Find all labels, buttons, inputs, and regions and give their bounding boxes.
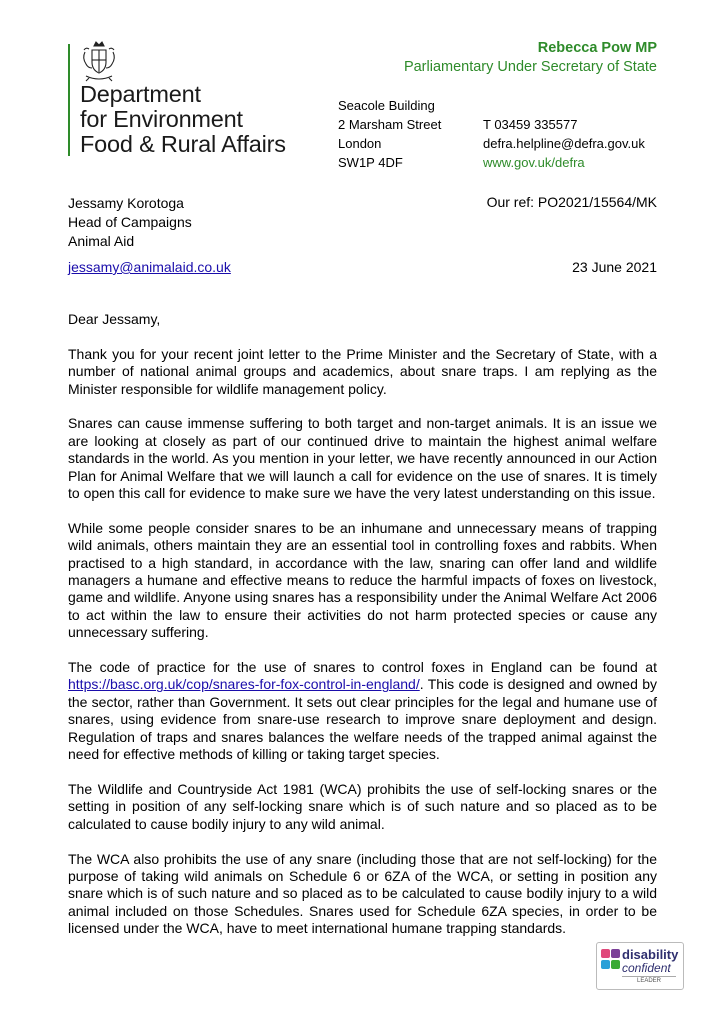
paragraph-3: While some people consider snares to be an inhumane and unnecessary means of trapping wild animals, others maintain they are an essential tool in controlling foxes and rabbits. When practised to a high standard, in accordance with the law, snaring can offer land and wildlife managers a humane and effective means to reduce the harmful impacts of foxes on livestock, game and wildlife. Anyone using snares has a responsibility under the Animal Welfare Act 2006 to act within the law to ensure their activities do not harm protected species or cause any unnecessary suffering. [68, 519, 657, 641]
badge-text-confident: confident [622, 961, 671, 975]
contact-details [483, 115, 645, 172]
paragraph-5: The Wildlife and Countryside Act 1981 (WCA) prohibits the use of self-locking snares or the setting in position of any self-locking snare which is of such nature and so placed as to be calculated to cause bodily injury to any wild animal. [68, 780, 657, 832]
salutation: Dear Jessamy, [68, 311, 161, 327]
recipient-organisation: Animal Aid [68, 233, 135, 249]
contact-website[interactable]: www.gov.uk/defra [483, 155, 585, 170]
badge-square-icon [601, 960, 610, 969]
reference-number: Our ref: PO2021/15564/MK [486, 194, 657, 210]
address-line: Seacole Building [338, 98, 435, 113]
badge-square-icon [601, 949, 610, 958]
office-address [338, 96, 441, 172]
letter-body [68, 311, 657, 955]
department-line-2: for Environment [80, 106, 243, 132]
code-of-practice-link[interactable]: https://basc.org.uk/cop/snares-for-fox-control-in-england/ [68, 676, 420, 693]
address-line: 2 Marsham Street [338, 117, 442, 132]
paragraph-4 [68, 659, 657, 763]
paragraph-2: Snares can cause immense suffering to both target and non-target animals. It is an issue we are looking at closely as part of our continued drive to maintain the highest animal welfare standards in the world. As you mention in your letter, we have recently announced in our Action Plan for Animal Welfare that we will launch a call for evidence on the use of snares. It is timely to open this call for evidence to make sure we have the very latest understanding on this issue. [68, 415, 657, 502]
department-name [80, 82, 286, 157]
minister-name: Rebecca Pow MP [537, 40, 657, 56]
recipient-email-link[interactable]: jessamy@animalaid.co.uk [68, 259, 231, 275]
recipient-title: Head of Campaigns [68, 214, 192, 230]
paragraph-6: The WCA also prohibits the use of any snare (including those that are not self-locking) for the purpose of taking wild animals on Schedule 6 or 6ZA of the WCA, or setting in position any snare which is of such nature and so placed as to be calculated to cause bodily injury to a wild animal included on those Schedules. Snares used for Schedule 6ZA species, in order to be licensed under the WCA, have to meet international humane trapping standards. [68, 850, 657, 937]
paragraph-1: Thank you for your recent joint letter to the Prime Minister and the Secretary of State, with a number of national animal groups and academics, about snare traps. I am replying as the Minister responsible for wildlife management policy. [68, 345, 657, 397]
badge-square-icon [611, 960, 620, 969]
address-line: London [338, 136, 382, 151]
department-line-1: Department [80, 81, 201, 107]
contact-email[interactable]: defra.helpline@defra.gov.uk [483, 136, 645, 151]
minister-role: Parliamentary Under Secretary of State [403, 59, 657, 75]
paragraph-4-text-end: . This code is designed and owned by the sector, rather than Government. It sets out clear principles for the legal and humane use of snares, using evidence from snare-use research to improve snare deployment and design. Regulation of traps and snares balances the welfare needs of the trapped animal against the need for effective methods of killing or taking target species. [68, 676, 657, 763]
recipient-name: Jessamy Korotoga [68, 195, 184, 211]
letter-date: 23 June 2021 [572, 259, 657, 275]
paragraph-4-text-start: The code of practice for the use of snares to control foxes in England can be found at [68, 659, 657, 676]
department-line-3: Food & Rural Affairs [80, 131, 286, 157]
badge-text-disability: disability [622, 947, 679, 962]
disability-confident-badge [596, 942, 684, 990]
header-divider-line [68, 44, 70, 156]
royal-crest-logo [80, 40, 118, 82]
badge-text-leader: LEADER [622, 976, 676, 984]
badge-square-icon [611, 949, 620, 958]
contact-phone: T 03459 335577 [483, 117, 578, 132]
recipient-block [68, 194, 192, 251]
address-line: SW1P 4DF [338, 155, 403, 170]
